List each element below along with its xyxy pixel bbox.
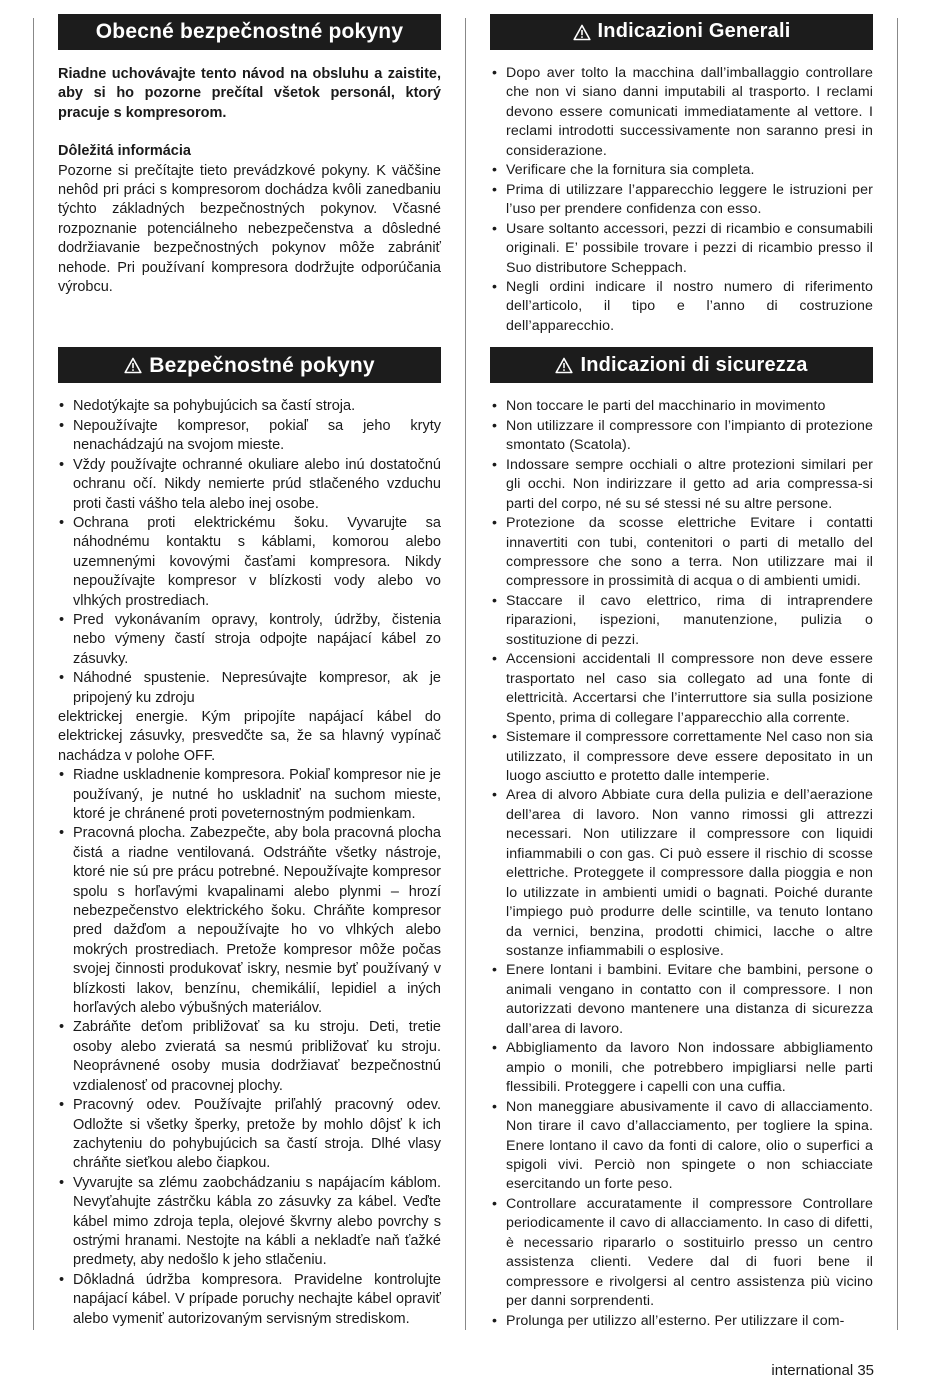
list-item: • Non maneggiare abusivamente il cavo di allacciamento. Non tirare il cavo d’allacciamento, per togliere la spina. Enere lontano il cavo da fonti di calore, olio o superfici a spigoli vivi. Perciò non spingete o non schiacciate esercitando un forte peso.	[490, 1098, 873, 1195]
list-item: • Staccare il cavo elettrico, rima di intraprendere riparazioni, ispezioni, manutenzione, pulizia o sostituzione di pezzi.	[490, 592, 873, 650]
list-item: • Non toccare le parti del macchinario in movimento	[490, 397, 873, 416]
list-item: • Indossare sempre occhiali o altre protezioni similari per gli occhi. Non indirizzare il getto ad aria compressa-si parti del corpo, né su sé stessi né su altre persone.	[490, 456, 873, 514]
warning-triangle-icon	[573, 24, 591, 41]
general-safety-heading	[58, 14, 441, 50]
general-list	[490, 64, 873, 336]
list-item: • Pracovná plocha. Zabezpečte, aby bola pracovná plocha čistá a riadne ventilovaná. Odstráňte všetky nástroje, ktoré nie sú pre prácu potrebné. Nepoužívajte kompresor spolu s horľavými kvapalinami alebo plynmi – hrozí nebezpečenstvo elektrického šoku. Chráňte kompresor pred dažďom a nepoužívajte ho vo vlhkých alebo mokrých prostrediach. Pretože kompresor môže počas svojej činnosti produkovať iskry, nesmie byť používaný v blízkosti lakov, benzínu, chemikálií, lepidiel a iných horľavých alebo výbušných materiálov.	[58, 824, 441, 1018]
list-item: • Vyvarujte sa zlému zaobchádzaniu s napájacím káblom. Nevyťahujte zástrčku kábla zo zásuvky za kábel. Veďte kábel mimo zdroja tepla, olejové škvrny alebo povrchy s ostrými hranami. Nestojte na kábli a nekladťe naň ťažké predmety, aby nedošlo k jeho stlačeniu.	[58, 1174, 441, 1271]
list-item: • Pred vykonávaním opravy, kontroly, údržby, čistenia nebo výmeny častí stroja odpojte napájací kábel zo zásuvky.	[58, 611, 441, 669]
general-safety-heading-text: Obecné bezpečnostné pokyny	[95, 20, 404, 44]
list-item: • Náhodné spustenie. Nepresúvajte kompresor, ak je pripojený ku zdroju	[58, 669, 441, 708]
safety-instructions-heading	[58, 347, 441, 383]
list-item: • Nepoužívajte kompresor, pokiaľ sa jeho kryty nenachádzajú na svojom mieste.	[58, 417, 441, 456]
safety-list	[490, 397, 873, 1331]
list-item: • Vždy používajte ochranné okuliare alebo inú dostatočnú ochranu očí. Nikdy nemierte prúd stlačeného vzduchu proti časti vášho tela alebo inej osobe.	[58, 456, 441, 514]
list-item: • Sistemare il compressore correttamente Nel caso non sia utilizzato, il compressore deve essere depositato in un luogo asciutto e protetto dalle intemperie.	[490, 728, 873, 786]
list-item: • Usare soltanto accessori, pezzi di ricambio e consumabili originali. E’ possibile trovare i pezzi di ricambio presso il Suo distributore Scheppach.	[490, 220, 873, 278]
list-item: • Dopo aver tolto la macchina dall’imballaggio controllare che non vi siano danni imputabili al trasporto. I reclami devono essere comunicati immediatamente al vettore. I reclami introdotti successivamente non saranno presi in considerazione.	[490, 64, 873, 161]
general-indications-heading	[490, 14, 873, 50]
list-item: • Enere lontani i bambini. Evitare che bambini, persone o animali vengano in contatto con il compressore. I non autorizzati devono mantenere una distanza di sicurezza dall’area di lavoro.	[490, 961, 873, 1039]
list-item: • Ochrana proti elektrickému šoku. Vyvarujte sa náhodnému kontaktu s káblami, komorou alebo uzemnenými kovovými časťami kompresora. Nikdy nepoužívajte kompresor v blízkosti vody alebo vo vlhkých prostrediach.	[58, 514, 441, 611]
list-item: • Riadne uskladnenie kompresora. Pokiaľ kompresor nie je používaný, je nutné ho uskladniť na suchom mieste, ktoré je chránené proti poveternostným podmienkam.	[58, 766, 441, 824]
safety-instructions-heading-text: Bezpečnostné pokyny	[149, 353, 375, 377]
left-column	[58, 14, 441, 1329]
list-item: • Protezione da scosse elettriche Evitare i contatti innavertiti con tubi, contenitori o parti di metallo del compressore che sono a terra. Non utilizzare mai il compressore in prossimità di acqua o di ambienti umidi.	[490, 514, 873, 592]
list-item: • Nedotýkajte sa pohybujúcich sa častí stroja.	[58, 397, 441, 416]
safety-indications-heading-text: Indicazioni di sicurezza	[580, 353, 808, 376]
left-margin-rule	[33, 18, 34, 1330]
list-item: • Non utilizzare il compressore con l’impianto di protezione smontato (Scatola).	[490, 417, 873, 456]
list-item: • Zabráňte deťom približovať sa ku stroju. Deti, tretie osoby alebo zvieratá sa nesmú približovať ku stroju. Neoprávnené osoby musia dodržiavať bezpečnostnú vzdialenosť od pracovnej plochy.	[58, 1018, 441, 1096]
warning-triangle-icon	[124, 357, 142, 374]
right-column	[490, 14, 873, 1331]
list-item: • Dôkladná údržba kompresora. Pravidelne kontrolujte napájací kábel. V prípade poruchy nechajte kábel opraviť alebo vymeniť autorizovaným servisným strediskom.	[58, 1271, 441, 1329]
list-item: • Abbigliamento da lavoro Non indossare abbigliamento ampio o monili, che potrebbero impigliarsi nelle parti flessibili. Proteggere i capelli con una cuffia.	[490, 1039, 873, 1097]
page-footer: international 35	[771, 1362, 874, 1379]
list-item: • Verificare che la fornitura sia completa.	[490, 161, 873, 180]
important-info-title: Dôležitá informácia	[58, 143, 191, 160]
important-info-text: Pozorne si prečítajte tieto prevádzkové pokyny. K väčšine nehôd pri práci s kompresorom dochádza kvôli zanedbaniu týchto základných bezpečnostných pokynov. Včasné rozpoznanie potenciálneho nebezpečenstva a dôsledné dodržiavanie bezpečnostných pokynov môže zabrániť nehode. Pri používaní kompresora dodržujte odporúčania výrobcu.	[58, 162, 441, 296]
list-item: • Prolunga per utilizzo all’esterno. Per utilizzare il com-	[490, 1312, 873, 1331]
list-item: • Pracovný odev. Používajte priľahlý pracovný odev. Odložte si všetky šperky, pretože by mohlo dôjsť k ich zachyteniu do pohybujúcich sa častí stroja. Dlhé vlasy chráňte sieťkou alebo čiapkou.	[58, 1096, 441, 1174]
warning-triangle-icon	[555, 357, 573, 374]
right-margin-rule	[897, 18, 898, 1330]
safety-list-a	[58, 397, 441, 708]
safety-indications-heading	[490, 347, 873, 383]
continuation-text: elektrickej energie. Kým pripojíte napájací kábel do elektrickej zásuvky, presvedčte sa, že sa hlavný vypínač nachádza v polohe OFF.	[58, 708, 441, 764]
list-item: • Prima di utilizzare l’apparecchio leggere le istruzioni per l’uso per prendere confidenza con esso.	[490, 181, 873, 220]
safety-list-b	[58, 766, 441, 1329]
general-indications-heading-text: Indicazioni Generali	[597, 20, 791, 43]
list-item: • Negli ordini indicare il nostro numero di riferimento dell’articolo, il tipo e l’anno di costruzione dell’apparecchio.	[490, 278, 873, 336]
intro-notice: Riadne uchovávajte tento návod na obsluhu a zaistite, aby si ho pozorne prečítal všetok personál, ktorý pracuje s kompresorom.	[58, 66, 441, 121]
list-item: • Accensioni accidentali Il compressore non deve essere trasportato nel caso sia collegato ad una fonte di elettricità. Accertarsi che l’interruttore sia sulla posizione Spento, prima di collegare l’apparecchio alla corrente.	[490, 650, 873, 728]
list-item: • Controllare accuratamente il compressore Controllare periodicamente il cavo di allacciamento. In caso di difetti, è necessario ripararlo o sostituirlo presso un centro assistenza clienti. Vedere dal di fuori bene il compressore e rivolgersi al centro assistenza più vicino per danni sorprendenti.	[490, 1195, 873, 1312]
center-divider-rule	[465, 18, 466, 1330]
list-item: • Area di alvoro Abbiate cura della pulizia e dell’aerazione dell’area di lavoro. Non vanno rimossi gli attrezzi necessari. Non utilizzare il compressore con liquidi infiammabili o con gas. Ci può essere il rischio di scosse elettriche. Proteggete il compressore dalla pioggia e non lo utilizzate in ambienti umidi o bagnati. Poiché durante l’impiego può produrre delle scintille, va tenuto lontano da vernici, benzina, prodotti chimici, lacche o altre sostanze infiammabili o esplosive.	[490, 786, 873, 961]
